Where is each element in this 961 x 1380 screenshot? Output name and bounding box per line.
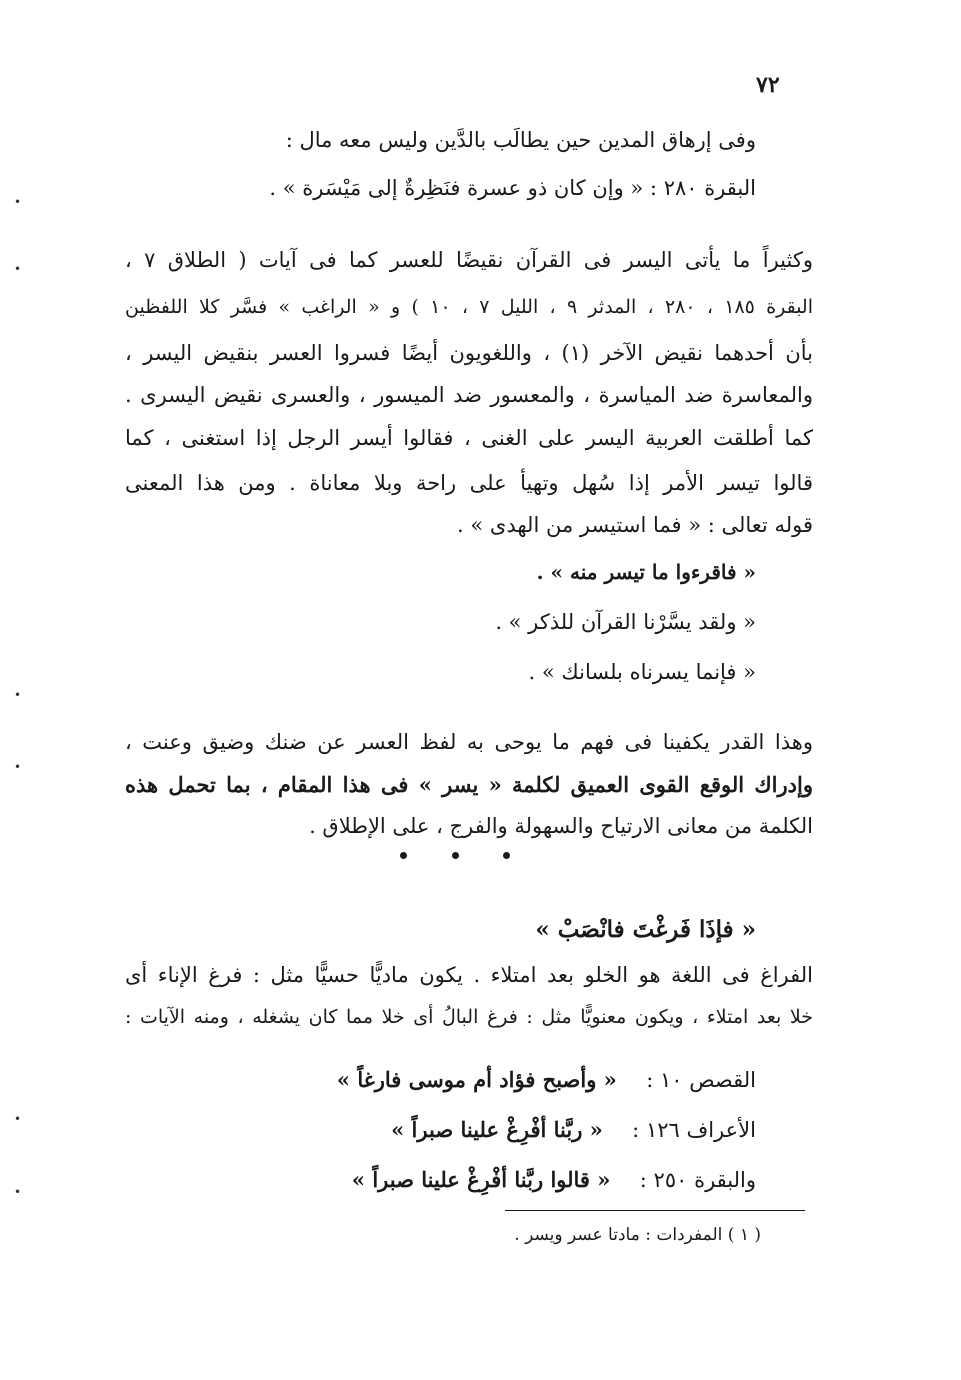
verse-text: « قالوا ربَّنا أفْرِغْ علينا صبراً » bbox=[351, 1167, 611, 1192]
intro-verse-line: البقرة ٢٨٠ : « وإن كان ذو عسرة فنَظِرةٌ إلى مَيْسَرة » . bbox=[269, 176, 756, 200]
verse-text: « وأصبح فؤاد أم موسى فارغاً » bbox=[336, 1067, 617, 1092]
scan-mark: • bbox=[14, 262, 22, 276]
paragraph-4-line: خلا بعد امتلاء ، ويكون معنويًّا مثل : فرغ البالُ أى خلا مما كان يشغله ، ومنه الآيات : bbox=[125, 1006, 813, 1028]
quote-line: « ولقد يسَّرْنا القرآن للذكر » . bbox=[495, 610, 756, 634]
verse-reference: الأعراف ١٢٦ : bbox=[632, 1118, 756, 1142]
scan-mark: • bbox=[14, 1112, 22, 1126]
paragraph-3-line: الكلمة من معانى الارتياح والسهولة والفرج ، على الإطلاق . bbox=[309, 814, 813, 838]
section-heading: « فإذَا فَرغْتَ فانْصَبْ » bbox=[535, 916, 756, 943]
paragraph-4-line: الفراغ فى اللغة هو الخلو بعد امتلاء . يكون ماديًّا حسيًّا مثل : فرغ الإناء أى bbox=[125, 963, 813, 987]
quote-line: « فإنما يسرناه بلسانك » . bbox=[528, 660, 756, 684]
separator-star bbox=[452, 852, 459, 859]
verse-text: « ربَّنا أفْرِغْ علينا صبراً » bbox=[391, 1117, 603, 1142]
paragraph-1-line: البقرة ١٨٥ ، ٢٨٠ ، المدثر ٩ ، الليل ٧ ، ١٠ ) و « الراغب » فسَّر كلا اللفظين bbox=[125, 296, 814, 318]
paragraph-2-line: قوله تعالى : « فما استيسر من الهدى » . bbox=[457, 513, 813, 537]
verse-reference: والبقرة ٢٥٠ : bbox=[639, 1168, 756, 1192]
footnote: ( ١ ) المفردات : مادتا عسر ويسر . bbox=[514, 1225, 761, 1245]
verse-reference: القصص ١٠ : bbox=[646, 1068, 756, 1092]
scan-mark: • bbox=[14, 688, 22, 702]
paragraph-2-line: قالوا تيسر الأمر إذا سُهل وتهيأ على راحة وبلا معاناة . ومن هذا المعنى bbox=[125, 471, 813, 495]
paragraph-1-line: بأن أحدهما نقيض الآخر (١) ، واللغويون أيضًا فسروا العسر بنقيض اليسر ، bbox=[125, 341, 813, 365]
paragraph-3-line: وهذا القدر يكفينا فى فهم ما يوحى به لفظ العسر عن ضنك وضيق وعنت ، bbox=[125, 730, 813, 754]
paragraph-1-line: وكثيراً ما يأتى اليسر فى القرآن نقيضًا للعسر كما فى آيات ( الطلاق ٧ ، bbox=[125, 248, 813, 272]
paragraph-1-line: والمعاسرة ضد المياسرة ، والمعسور ضد الميسور ، والعسرى نقيض اليسرى . bbox=[125, 383, 813, 407]
separator-star bbox=[503, 852, 510, 859]
verse-row bbox=[352, 1160, 756, 1200]
separator-star bbox=[400, 852, 407, 859]
scan-mark: • bbox=[14, 195, 22, 209]
verse-row bbox=[337, 1060, 756, 1100]
verse-row bbox=[391, 1110, 756, 1150]
page-number: ٧٢ bbox=[756, 72, 780, 98]
footnote-divider bbox=[505, 1210, 805, 1211]
quote-line: « فاقرءوا ما تيسر منه » . bbox=[536, 560, 756, 584]
scan-mark: • bbox=[14, 760, 22, 774]
paragraph-2-line: كما أطلقت العربية اليسر على الغنى ، فقالوا أيسر الرجل إذا استغنى ، كما bbox=[125, 426, 813, 450]
intro-line: وفى إرهاق المدين حين يطالَب بالدَّين وليس معه مال : bbox=[285, 128, 756, 152]
scan-mark: • bbox=[14, 1185, 22, 1199]
section-separator bbox=[400, 852, 510, 859]
paragraph-3-line: وإدراك الوقع القوى العميق لكلمة « يسر » فى هذا المقام ، بما تحمل هذه bbox=[125, 772, 813, 797]
